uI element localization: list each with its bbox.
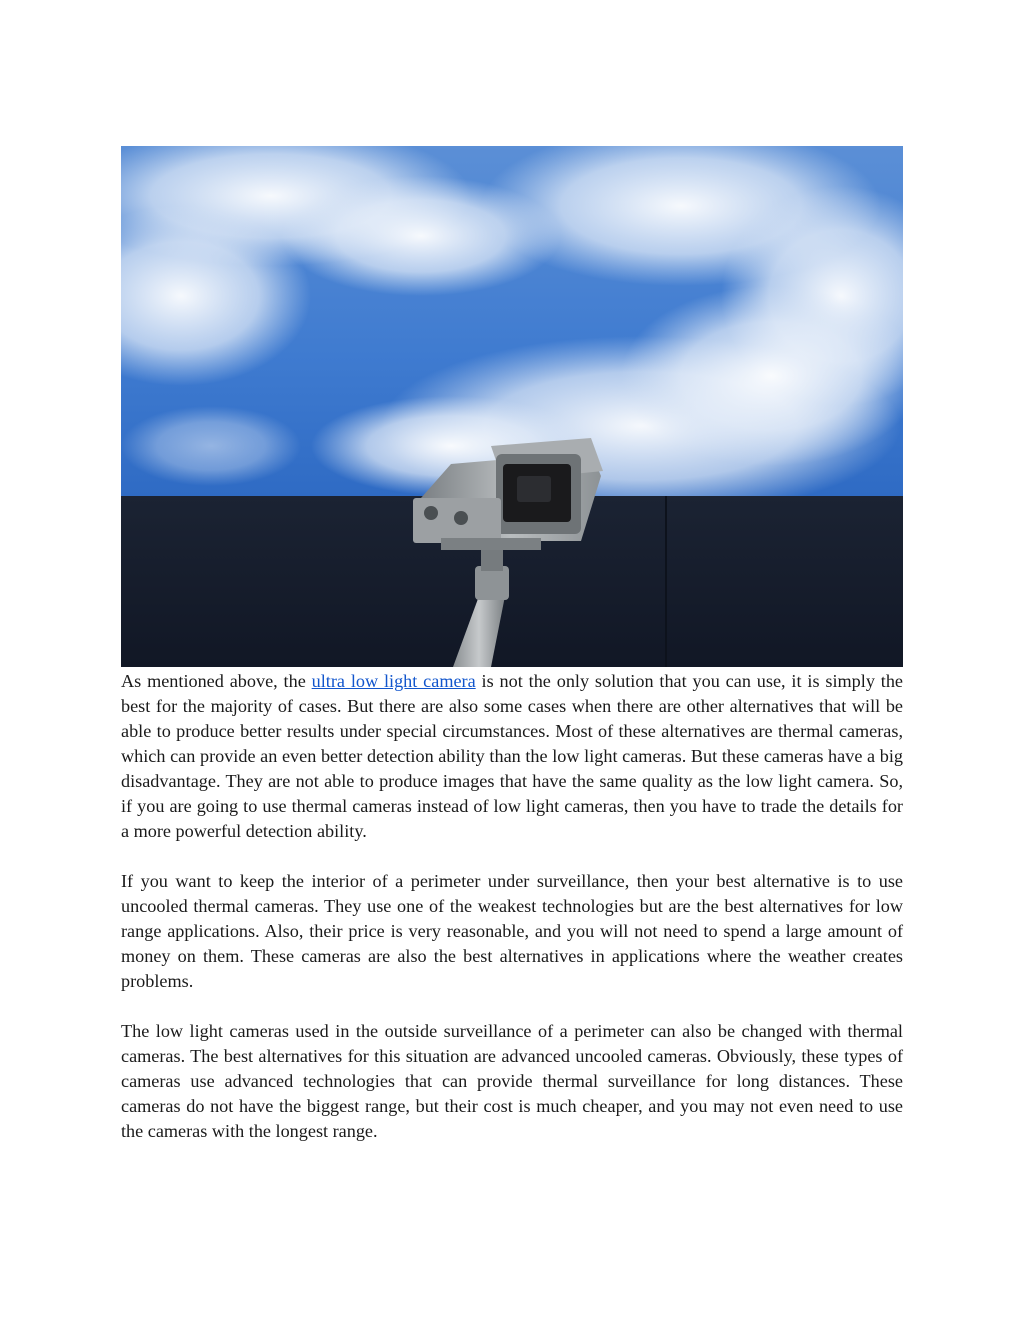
paragraph-2: If you want to keep the interior of a perimeter under surveillance, then your best alternative is to use uncooled thermal cameras. They use one of the weakest technologies but are the best alternatives for low range applications. Also, their price is very reasonable, and you will not need to spend a large amount of money on them. These cameras are also the best alternatives in applications where the weather creates problems. bbox=[121, 871, 903, 991]
paragraph-3: The low light cameras used in the outside surveillance of a perimeter can also be changed with thermal cameras. The best alternatives for this situation are advanced uncooled cameras. Obviously, these types of cameras use advanced technologies that can provide thermal surveillance for long distances. These cameras do not have the biggest range, but their cost is much cheaper, and you may not even need to use the cameras with the longest range. bbox=[121, 1021, 903, 1141]
ultra-low-light-camera-link[interactable]: ultra low light camera bbox=[311, 671, 476, 691]
paragraph-1 bbox=[121, 669, 903, 844]
document-page bbox=[121, 146, 903, 1144]
surveillance-camera-photo bbox=[121, 146, 903, 667]
paragraph-1-intro: As mentioned above, the bbox=[121, 671, 312, 691]
article-body bbox=[121, 669, 903, 1144]
paragraph-1-rest: is not the only solution that you can use, it is simply the best for the majority of cases. But there are also some cases when there are other alternatives that will be able to produce better results under special circumstances. Most of these alternatives are thermal cameras, which can provide an even better detection ability than the low light cameras. But these cameras have a big disadvantage. They are not able to produce images that have the same quality as the low light camera. So, if you are going to use thermal cameras instead of low light cameras, then you have to trade the details for a more powerful detection ability. bbox=[121, 671, 903, 841]
